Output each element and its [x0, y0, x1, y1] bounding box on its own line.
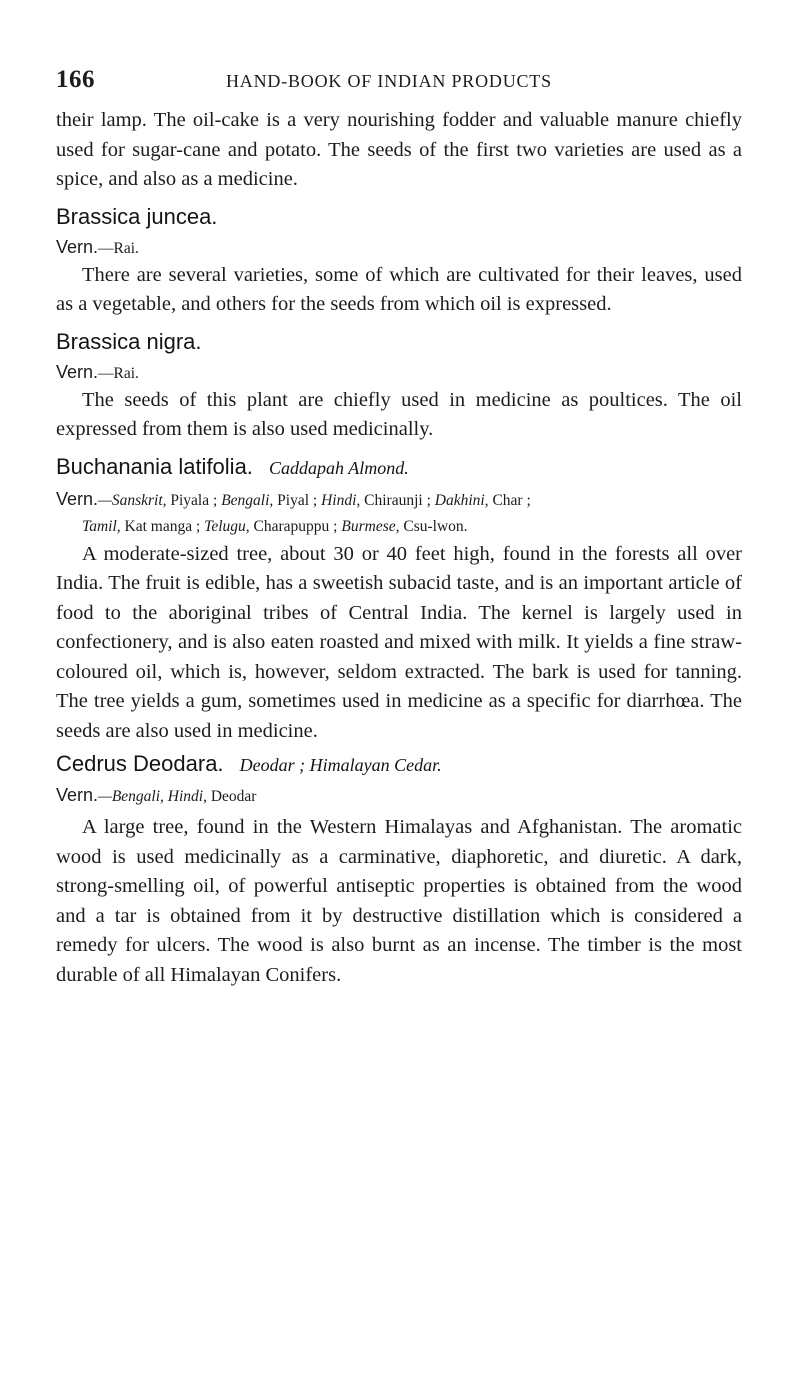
vern-lang: Hindi,	[321, 491, 361, 509]
entry-heading	[56, 449, 742, 486]
vern-word: Piyala ;	[166, 491, 222, 509]
entry-description: A moderate-sized tree, about 30 or 40 feet high, found in the forests all over India. The fruit is edible, has a sweetish subacid taste, and is an important article of food to the aboriginal tribes of Central India. The kernel is largely used in confectionery, and is also eaten roasted and mixed with milk. It yields a fine straw-coloured oil, which is, however, seldom extracted. The bark is used for tanning. The tree yields a gum, sometimes used in medicine as a specific for diarrhœa. The seeds are also used in medicine.	[56, 542, 742, 742]
vern-lang: —Bengali, Hindi,	[98, 788, 207, 805]
entry-description: There are several varieties, some of which are cultivated for their leaves, used as a vegetable, and others for the seeds from which oil is expressed.	[56, 263, 742, 315]
botanical-name: Buchanania latifolia.	[56, 453, 253, 479]
running-head: HAND-BOOK OF INDIAN PRODUCTS	[226, 71, 552, 91]
book-page	[56, 66, 742, 990]
entry-description: The seeds of this plant are chiefly used in medicine as poultices. The oil expressed from them is also used medicinally.	[56, 388, 742, 440]
entry-buchanania-latifolia	[56, 449, 742, 747]
entry-cedrus-deodara	[56, 746, 742, 990]
vern-lang: —Sanskrit,	[98, 491, 167, 509]
entry-description: A large tree, found in the Western Himalayas and Afghanistan. The aromatic wood is used medicinally as a carminative, diaphoretic, and diuretic. A dark, strong-smelling oil, of powerful antiseptic properties is obtained from the wood and a tar is obtained from it by destructive distillation which is considered a remedy for ulcers. The wood is also burnt as an incense. The timber is the most durable of all Himalayan Conifers.	[56, 816, 742, 986]
vern-text: —Rai.	[98, 364, 139, 382]
vernacular-names	[56, 486, 742, 540]
vern-text: —Rai.	[98, 239, 139, 257]
entry-brassica-nigra	[56, 324, 742, 445]
vern-lang: Dakhini,	[434, 491, 489, 509]
vernacular-names	[56, 235, 742, 261]
botanical-name: Cedrus Deodara.	[56, 751, 224, 776]
page-number: 166	[56, 66, 95, 93]
intro-paragraph: their lamp. The oil-cake is a very nourishing fodder and valuable manure chiefly used for sugar-cane and potato. The seeds of the first two varieties are used as a spice, and also as a medicine.	[56, 109, 742, 190]
vernacular-names	[56, 783, 742, 809]
vern-word: Char ;	[488, 491, 531, 509]
vern-word: Deodar	[206, 788, 257, 805]
vern-word: Csu-lwon.	[399, 517, 468, 535]
vernacular-names	[56, 360, 742, 386]
entry-heading	[56, 746, 742, 783]
vern-word: Kat manga ;	[120, 517, 205, 535]
vern-label: Vern.	[56, 488, 99, 509]
entry-heading	[56, 199, 742, 235]
vern-word: Piyal ;	[273, 491, 322, 509]
common-name: Caddapah Almond.	[269, 457, 409, 478]
vern-word: Charapuppu ;	[249, 517, 342, 535]
vern-lang: Bengali,	[221, 491, 274, 509]
page-header	[56, 66, 742, 106]
vern-word: Chiraunji ;	[360, 491, 435, 509]
vern-label: Vern.	[56, 785, 99, 805]
vern-line-2	[56, 514, 742, 540]
entry-brassica-juncea	[56, 199, 742, 320]
botanical-name: Brassica juncea.	[56, 203, 218, 229]
botanical-name: Brassica nigra.	[56, 328, 202, 354]
vern-label: Vern.	[56, 361, 99, 382]
vern-lang: Tamil,	[82, 517, 121, 535]
vern-label: Vern.	[56, 236, 99, 257]
vern-lang: Telugu,	[204, 517, 250, 535]
common-name: Deodar ; Himalayan Cedar.	[239, 755, 442, 775]
vern-lang: Burmese,	[341, 517, 400, 535]
entry-heading	[56, 324, 742, 360]
